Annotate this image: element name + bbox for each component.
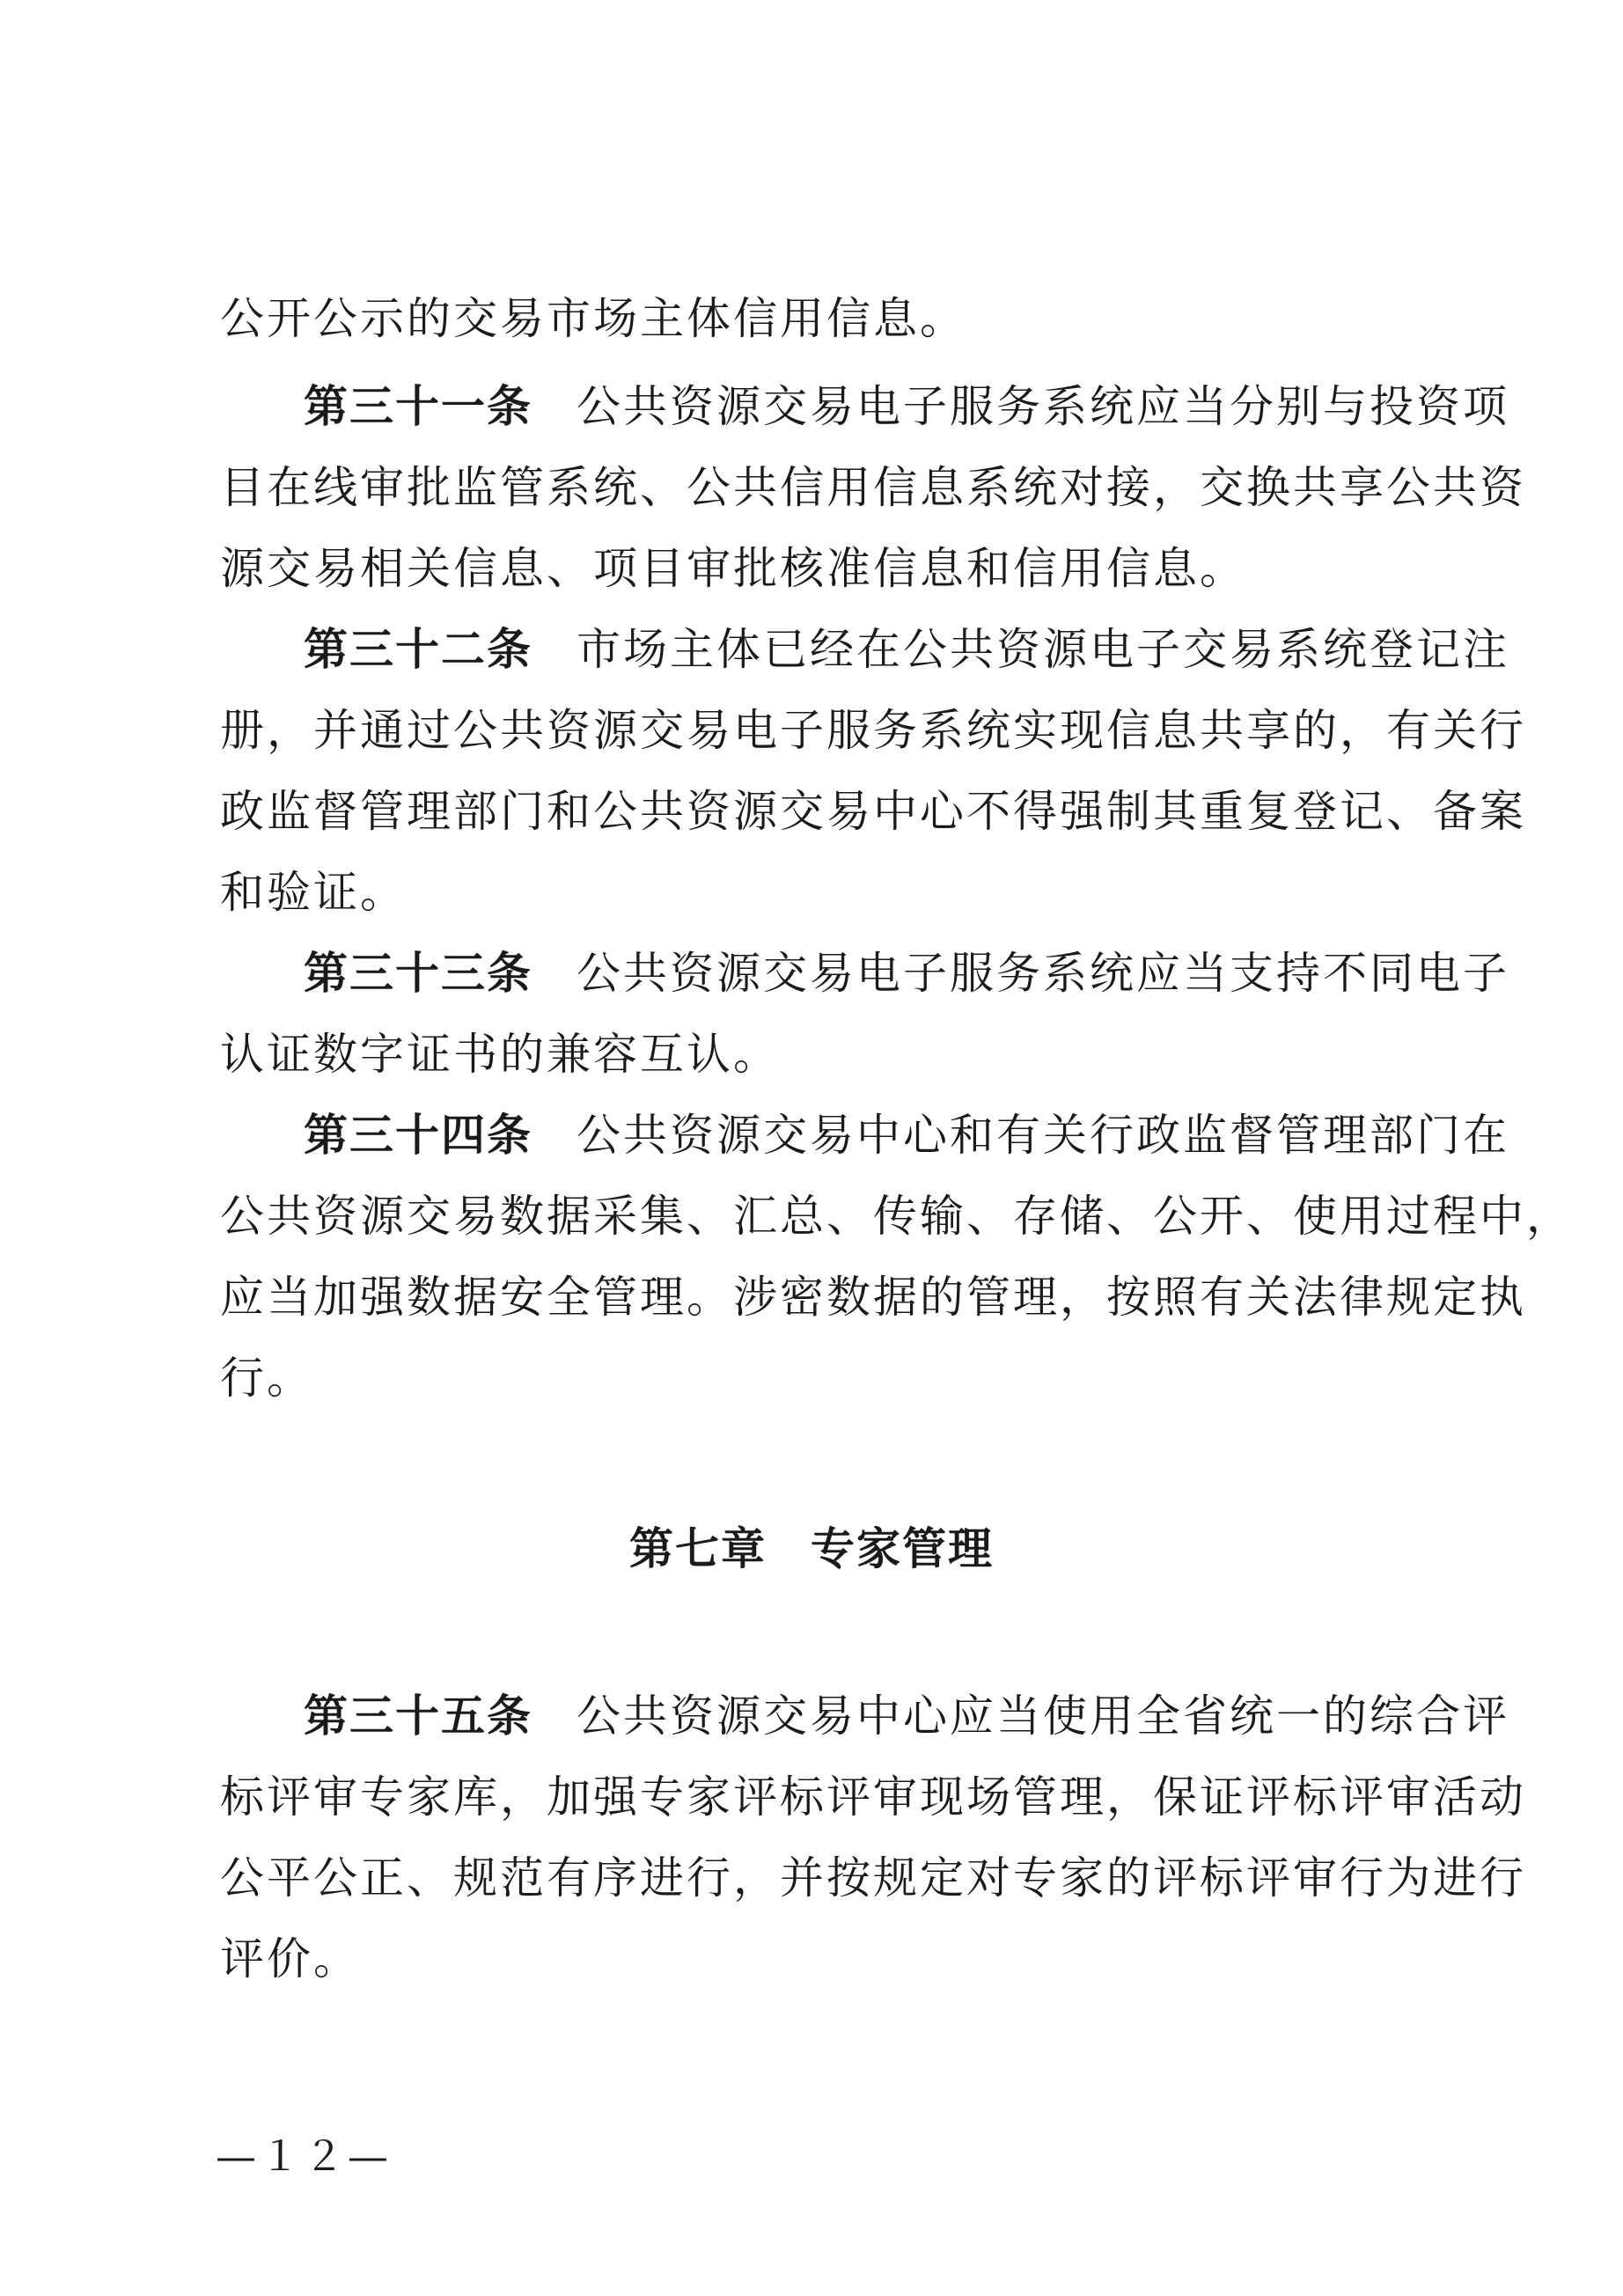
article-number: 第三十二条 (304, 624, 532, 675)
paragraph-line: 标评审专家库，加强专家评标评审现场管理，保证评标评审活动 (220, 1772, 1526, 1823)
article-heading-line (304, 378, 1509, 435)
paragraph-line: 和验证。 (220, 867, 407, 918)
article-heading-line (304, 945, 1509, 1001)
article-text: 公共资源交易电子服务系统应当支持不同电子 (576, 948, 1509, 999)
article-heading-line (304, 1688, 1509, 1744)
chapter-number: 第七章 (629, 1523, 767, 1574)
paragraph-line: 公共资源交易数据采集、汇总、传输、存储、公开、使用过程中， (220, 1191, 1573, 1242)
article-text: 公共资源交易电子服务系统应当分别与投资项 (576, 381, 1509, 432)
paragraph-line: 公开公示的交易市场主体信用信息。 (220, 293, 966, 344)
article-heading-line (304, 1107, 1509, 1163)
article-text: 市场主体已经在公共资源电子交易系统登记注 (576, 624, 1509, 675)
paragraph-line: 目在线审批监管系统、公共信用信息系统对接，交换共享公共资 (220, 462, 1526, 513)
article-number: 第三十一条 (304, 381, 532, 432)
article-number: 第三十四条 (304, 1110, 532, 1161)
chapter-title: 专家管理 (811, 1523, 994, 1574)
article-text: 公共资源交易中心和有关行政监督管理部门在 (576, 1110, 1509, 1161)
paragraph-line: 认证数字证书的兼容互认。 (220, 1029, 780, 1080)
article-number: 第三十五条 (304, 1691, 532, 1742)
paragraph-line: 评价。 (220, 1933, 360, 1984)
article-heading-line (304, 621, 1509, 678)
paragraph-line: 应当加强数据安全管理。涉密数据的管理，按照有关法律规定执 (220, 1272, 1526, 1323)
paragraph-line: 行。 (220, 1353, 313, 1404)
paragraph-line: 政监督管理部门和公共资源交易中心不得强制其重复登记、备案 (220, 786, 1526, 837)
article-text: 公共资源交易中心应当使用全省统一的综合评 (576, 1691, 1509, 1742)
chapter-heading (0, 1521, 1623, 1577)
paragraph-line: 册，并通过公共资源交易电子服务系统实现信息共享的，有关行 (220, 705, 1526, 756)
page-number: —１２— (216, 2132, 392, 2180)
paragraph-line: 源交易相关信息、项目审批核准信息和信用信息。 (220, 543, 1246, 594)
paragraph-line: 公平公正、规范有序进行，并按规定对专家的评标评审行为进行 (220, 1852, 1526, 1904)
article-number: 第三十三条 (304, 948, 532, 999)
